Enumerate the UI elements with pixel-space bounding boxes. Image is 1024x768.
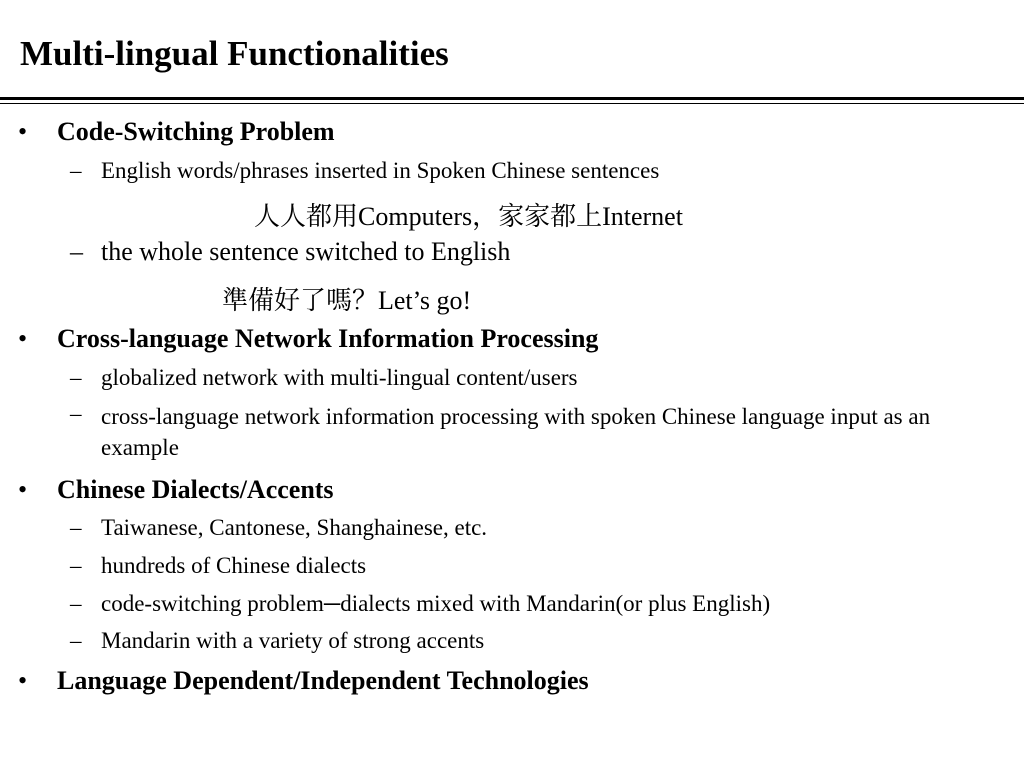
bullet-heading: Code-Switching Problem — [57, 117, 335, 146]
title-divider-thin — [0, 103, 1024, 104]
dash-marker: – — [70, 553, 82, 578]
sub-item-text: Taiwanese, Cantonese, Shanghainese, etc. — [101, 515, 488, 540]
sub-item-text: hundreds of Chinese dialects — [101, 553, 367, 578]
bullet-marker: • — [18, 666, 28, 695]
sub-item-text: code-switching problem─dialects mixed with Mandarin(or plus English) — [101, 591, 771, 616]
dash-marker: – — [70, 158, 82, 183]
sub-item-text: English words/phrases inserted in Spoken Chinese sentences — [101, 158, 660, 183]
sub-item-text: the whole sentence switched to English — [101, 237, 511, 266]
sub-item-text: Mandarin with a variety of strong accents — [101, 628, 485, 653]
dash-marker: – — [70, 365, 82, 390]
bullet-marker: • — [18, 324, 28, 353]
dash-marker: – — [70, 591, 82, 616]
dash-marker: – — [70, 237, 83, 266]
bullet-marker: • — [18, 117, 28, 146]
sub-item-text: cross-language network information processing with spoken Chinese language input as an example — [101, 404, 931, 460]
dash-marker: – — [70, 401, 82, 426]
dash-marker: – — [70, 628, 82, 653]
example-sentence: 人人都用Computers，家家都上Internet — [254, 202, 683, 231]
title-divider-thick — [0, 97, 1024, 100]
dash-marker: – — [70, 515, 82, 540]
bullet-heading: Chinese Dialects/Accents — [57, 475, 334, 504]
slide-title: Multi-lingual Functionalities — [20, 34, 449, 73]
bullet-heading: Cross-language Network Information Processing — [57, 324, 599, 353]
bullet-marker: • — [18, 475, 28, 504]
example-sentence: 準備好了嗎？Let’s go! — [222, 286, 472, 315]
bullet-heading: Language Dependent/Independent Technologies — [57, 666, 589, 695]
sub-item-text: globalized network with multi-lingual content/users — [101, 365, 578, 390]
